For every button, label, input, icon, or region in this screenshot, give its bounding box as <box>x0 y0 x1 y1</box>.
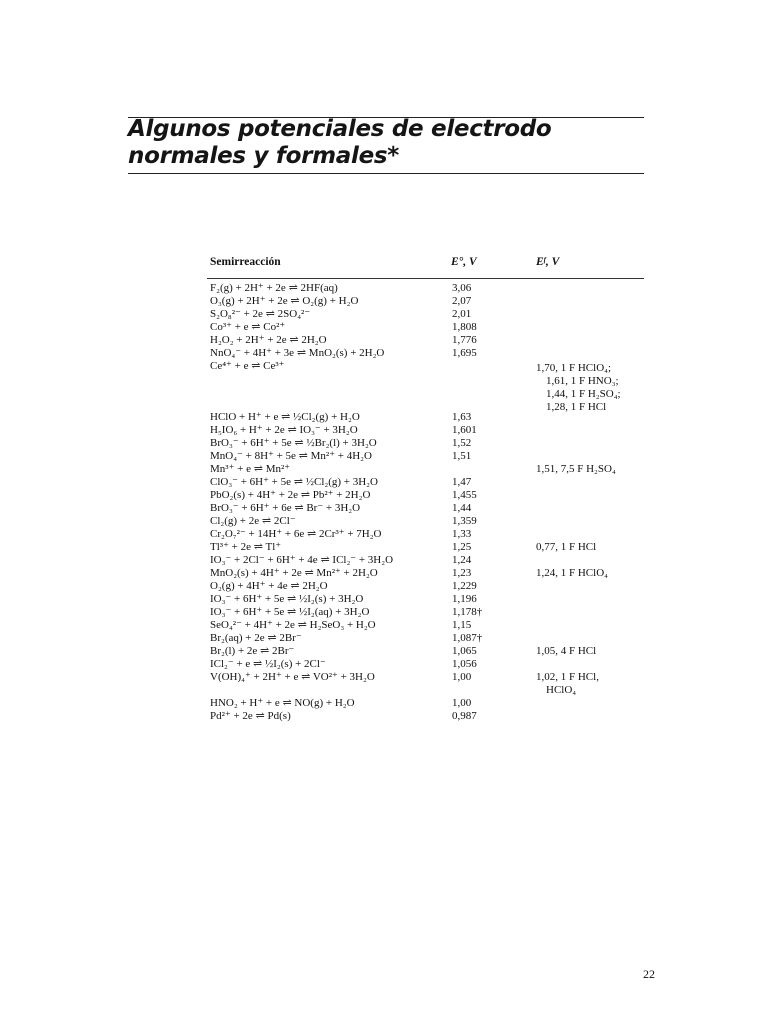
formal-potential-ce: 1,44, 1 F H₂SO₄; <box>546 388 621 400</box>
half-reaction: Mn³⁺ + e ⇌ Mn²⁺ <box>210 463 291 475</box>
standard-potential: 1,196 <box>452 593 477 605</box>
half-reaction: IO₃⁻ + 2Cl⁻ + 6H⁺ + 4e ⇌ ICl₂⁻ + 3H₂O <box>210 554 394 566</box>
formal-potential: 1,02, 1 F HCl, <box>536 671 599 683</box>
standard-potential: 1,065 <box>452 645 477 657</box>
page-number: 22 <box>643 967 655 981</box>
half-reaction: NnO₄⁻ + 4H⁺ + 3e ⇌ MnO₂(s) + 2H₂O <box>210 347 385 359</box>
standard-potential: 1,776 <box>452 334 477 346</box>
standard-potential: 1,44 <box>452 502 472 514</box>
half-reaction: HClO + H⁺ + e ⇌ ½Cl₂(g) + H₂O <box>210 411 360 423</box>
standard-potential: 1,601 <box>452 424 477 436</box>
half-reaction: MnO₂(s) + 4H⁺ + 2e ⇌ Mn²⁺ + 2H₂O <box>210 567 378 579</box>
standard-potential: 1,00 <box>452 671 472 683</box>
half-reaction: ClO₃⁻ + 6H⁺ + 5e ⇌ ½Cl₂(g) + 3H₂O <box>210 476 378 488</box>
standard-potential: 3,06 <box>452 282 472 294</box>
standard-potential: 1,00 <box>452 697 472 709</box>
formal-potential: 1,51, 7,5 F H₂SO₄ <box>536 463 616 475</box>
standard-potential: 1,24 <box>452 554 472 566</box>
formal-potential: 1,05, 4 F HCl <box>536 645 597 657</box>
half-reaction: O₃(g) + 2H⁺ + 2e ⇌ O₂(g) + H₂O <box>210 295 359 307</box>
standard-potential: 2,01 <box>452 308 472 320</box>
half-reaction: O₂(g) + 4H⁺ + 4e ⇌ 2H₂O <box>210 580 328 592</box>
standard-potential: 1,178† <box>452 606 483 618</box>
standard-potential: 1,52 <box>452 437 472 449</box>
standard-potential: 1,25 <box>452 541 472 553</box>
standard-potential: 1,455 <box>452 489 477 501</box>
half-reaction: V(OH)₄⁺ + 2H⁺ + e ⇌ VO²⁺ + 3H₂O <box>210 671 375 683</box>
column-header-reaction: Semirreacción <box>210 256 281 268</box>
half-reaction: S₂O₈²⁻ + 2e ⇌ 2SO₄²⁻ <box>210 308 311 320</box>
half-reaction: F₂(g) + 2H⁺ + 2e ⇌ 2HF(aq) <box>210 282 338 294</box>
half-reaction: H₅IO₆ + H⁺ + 2e ⇌ IO₃⁻ + 3H₂O <box>210 424 358 436</box>
half-reaction: BrO₃⁻ + 6H⁺ + 5e ⇌ ½Br₂(l) + 3H₂O <box>210 437 377 449</box>
half-reaction: BrO₃⁻ + 6H⁺ + 6e ⇌ Br⁻ + 3H₂O <box>210 502 361 514</box>
standard-potential: 1,33 <box>452 528 472 540</box>
half-reaction: Pd²⁺ + 2e ⇌ Pd(s) <box>210 710 291 722</box>
half-reaction: ICl₂⁻ + e ⇌ ½I₂(s) + 2Cl⁻ <box>210 658 326 670</box>
standard-potential: 0,987 <box>452 710 477 722</box>
half-reaction: Ce⁴⁺ + e ⇌ Ce³⁺ <box>210 360 285 372</box>
half-reaction: Cl₂(g) + 2e ⇌ 2Cl⁻ <box>210 515 296 527</box>
standard-potential: 1,23 <box>452 567 472 579</box>
standard-potential: 1,808 <box>452 321 477 333</box>
half-reaction: Tl³⁺ + 2e ⇌ Tl⁺ <box>210 541 282 553</box>
half-reaction: HNO₂ + H⁺ + e ⇌ NO(g) + H₂O <box>210 697 355 709</box>
half-reaction: Co³⁺ + e ⇌ Co²⁺ <box>210 321 286 333</box>
half-reaction: Br₂(aq) + 2e ⇌ 2Br⁻ <box>210 632 302 644</box>
title-line-1: Algunos potenciales de electrodo <box>128 116 552 142</box>
half-reaction: MnO₄⁻ + 8H⁺ + 5e ⇌ Mn²⁺ + 4H₂O <box>210 450 372 462</box>
standard-potential: 1,63 <box>452 411 472 423</box>
half-reaction: IO₃⁻ + 6H⁺ + 5e ⇌ ½I₂(aq) + 3H₂O <box>210 606 370 618</box>
standard-potential: 1,15 <box>452 619 472 631</box>
standard-potential: 1,695 <box>452 347 477 359</box>
standard-potential: 1,47 <box>452 476 472 488</box>
formal-potential: 1,24, 1 F HClO₄ <box>536 567 608 579</box>
formal-potential-ce: 1,28, 1 F HCl <box>546 401 607 413</box>
half-reaction: SeO₄²⁻ + 4H⁺ + 2e ⇌ H₂SeO₃ + H₂O <box>210 619 376 631</box>
half-reaction: IO₃⁻ + 6H⁺ + 5e ⇌ ½I₂(s) + 3H₂O <box>210 593 364 605</box>
standard-potential: 1,056 <box>452 658 477 670</box>
title-line-2: normales y formales* <box>128 143 400 169</box>
half-reaction: Br₂(l) + 2e ⇌ 2Br⁻ <box>210 645 295 657</box>
half-reaction: Cr₂O₇²⁻ + 14H⁺ + 6e ⇌ 2Cr³⁺ + 7H₂O <box>210 528 382 540</box>
standard-potential: 1,359 <box>452 515 477 527</box>
half-reaction: PbO₂(s) + 4H⁺ + 2e ⇌ Pb²⁺ + 2H₂O <box>210 489 371 501</box>
half-reaction: H₂O₂ + 2H⁺ + 2e ⇌ 2H₂O <box>210 334 327 346</box>
standard-potential: 2,07 <box>452 295 472 307</box>
formal-potential-ce: 1,70, 1 F HClO₄; <box>536 362 612 374</box>
standard-potential: 1,51 <box>452 450 472 462</box>
formal-potential-v-cont: HClO₄ <box>546 684 577 696</box>
column-header-ef: Eᶠ, V <box>536 256 560 268</box>
standard-potential: 1,229 <box>452 580 477 592</box>
formal-potential: 0,77, 1 F HCl <box>536 541 597 553</box>
column-header-e0: E°, V <box>451 256 477 268</box>
formal-potential-ce: 1,61, 1 F HNO₃; <box>546 375 619 387</box>
standard-potential: 1,087† <box>452 632 483 644</box>
